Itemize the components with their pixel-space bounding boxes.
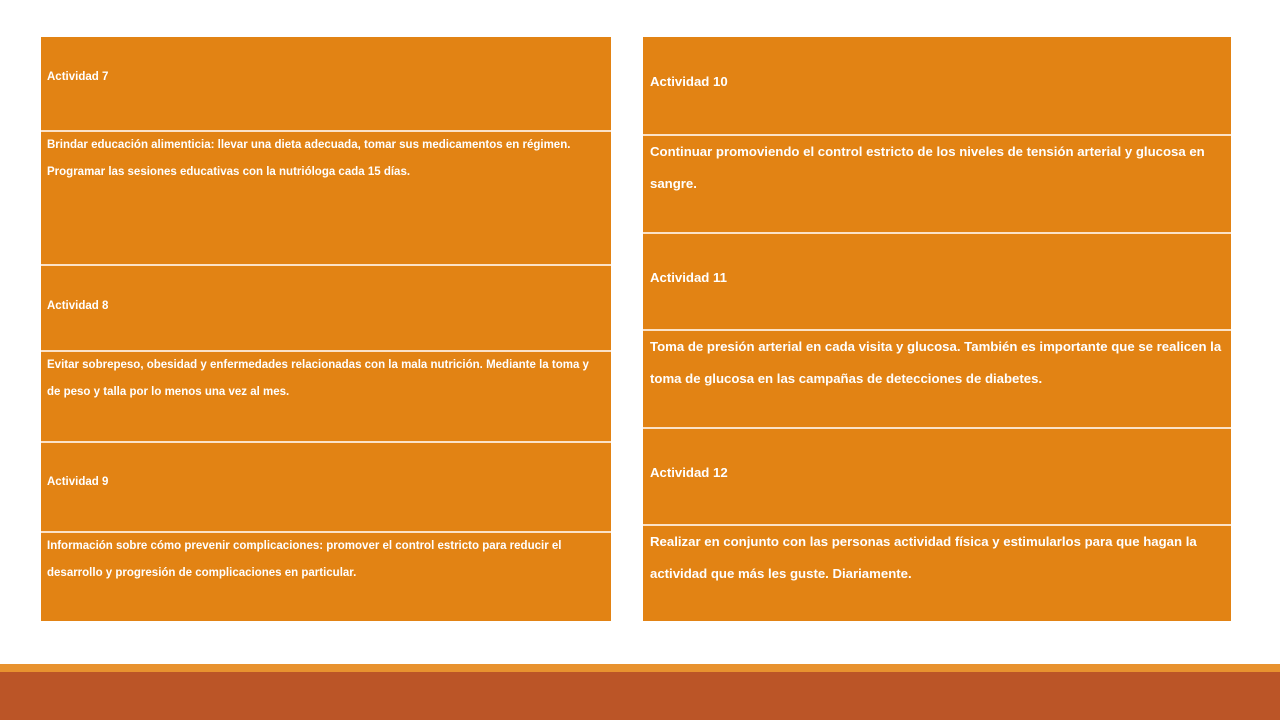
activity-9-description: Información sobre cómo prevenir complicaciones: promover el control estricto para reducir el desarrollo y progresión de complicaciones en particular. [41,531,611,621]
activity-11-description: Toma de presión arterial en cada visita y glucosa. También es importante que se realicen la toma de glucosa en las campañas de detecciones de diabetes. [643,329,1231,427]
activity-8-heading: Actividad 8 [41,264,611,350]
left-activity-table [41,37,611,621]
activity-10-description: Continuar promoviendo el control estricto de los niveles de tensión arterial y glucosa en sangre. [643,134,1231,232]
right-activity-table [643,37,1231,621]
activity-10-heading: Actividad 10 [650,74,728,89]
activity-12-heading: Actividad 12 [643,427,1231,524]
footer-accent-stripe [0,664,1280,672]
activity-7-description: Brindar educación alimenticia: llevar una dieta adecuada, tomar sus medicamentos en régimen. Programar las sesiones educativas con la nutrióloga cada 15 días. [41,130,611,264]
activity-9-heading: Actividad 9 [41,441,611,531]
activity-8-description: Evitar sobrepeso, obesidad y enfermedades relacionadas con la mala nutrición. Mediante la toma y de peso y talla por lo menos una vez al mes. [41,350,611,441]
activity-11-heading: Actividad 11 [643,232,1231,329]
footer-band [0,672,1280,720]
activity-12-description: Realizar en conjunto con las personas actividad física y estimularlos para que hagan la actividad que más les guste. Diariamente. [643,524,1231,621]
activity-7-heading: Actividad 7 [47,71,109,83]
